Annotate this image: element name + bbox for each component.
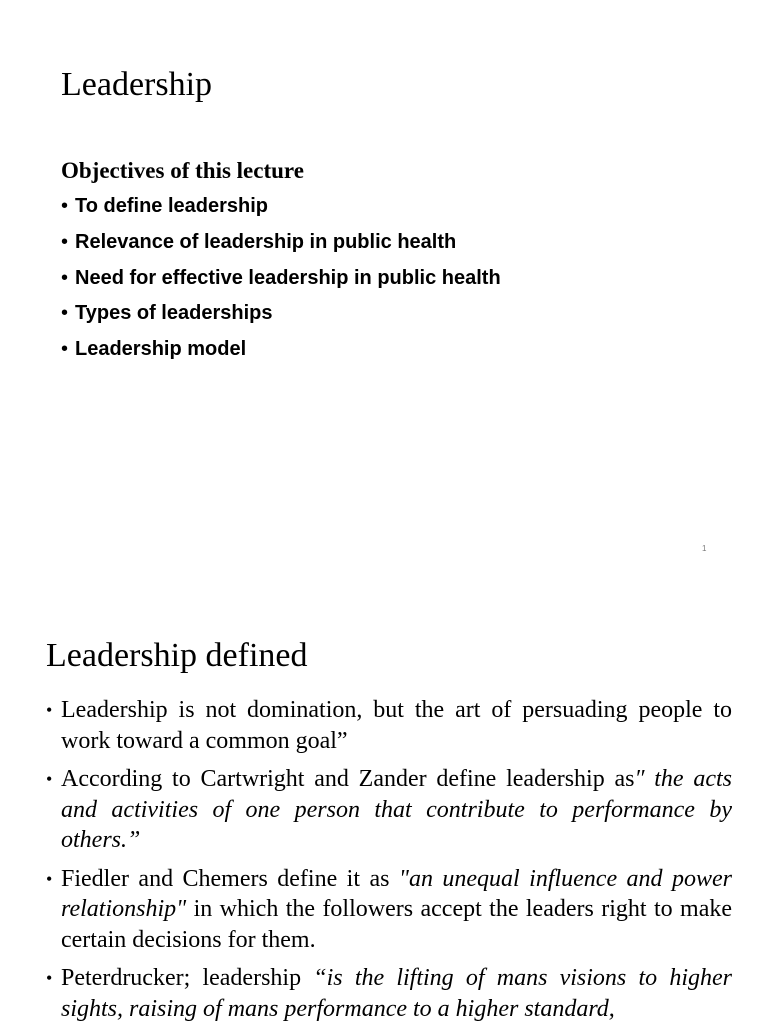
slide-1-title: Leadership: [61, 66, 213, 103]
bullet-icon: •: [61, 266, 69, 289]
bullet-icon: •: [61, 338, 69, 360]
definition-text: Peterdrucker; leadership: [61, 965, 314, 991]
objective-item: [61, 297, 501, 333]
definition-text-continued: in which the followers accept the leaders right to make certain decisions for them.: [61, 896, 732, 953]
definition-item: [46, 695, 732, 756]
objective-item: [61, 333, 501, 369]
definition-quote: “is the lifting of mans visions to higher sights, raising of mans performance to a higher standard,: [61, 965, 732, 1022]
objective-text: Relevance of leadership in public health: [75, 230, 457, 253]
bullet-icon: •: [46, 700, 53, 720]
page-number: 1: [702, 544, 707, 553]
definition-text: Fiedler and Chemers define it as: [61, 865, 399, 892]
bullet-icon: •: [46, 769, 53, 789]
definition-text: Leadership is not domination, but the art of persuading people to work toward a common goal”: [61, 697, 732, 754]
objective-item: [61, 262, 501, 298]
definition-item: [46, 963, 732, 1024]
objective-item: [61, 226, 501, 262]
bullet-icon: •: [61, 230, 69, 253]
slide-2-title: Leadership defined: [46, 637, 308, 674]
objectives-list: [61, 190, 501, 369]
bullet-icon: •: [46, 968, 53, 988]
objective-item: [61, 190, 501, 226]
objective-text: Need for effective leadership in public health: [75, 266, 501, 289]
bullet-icon: •: [61, 195, 69, 217]
objective-text: Leadership model: [75, 338, 247, 360]
definition-item: [46, 764, 732, 856]
bullet-icon: •: [61, 302, 69, 325]
objectives-heading: Objectives of this lecture: [61, 158, 304, 183]
definition-item: [46, 864, 732, 956]
bullet-icon: •: [46, 868, 53, 889]
objective-text: Types of leaderships: [75, 302, 273, 325]
definitions-list: [46, 695, 732, 1024]
definition-text: According to Cartwright and Zander define leadership as: [61, 766, 635, 792]
definition-quote: ″ the acts and activities of one person that contribute to performance by others.”: [61, 766, 732, 853]
objective-text: To define leadership: [75, 195, 268, 217]
definition-quote: "an unequal influence and power relationship": [61, 865, 732, 922]
